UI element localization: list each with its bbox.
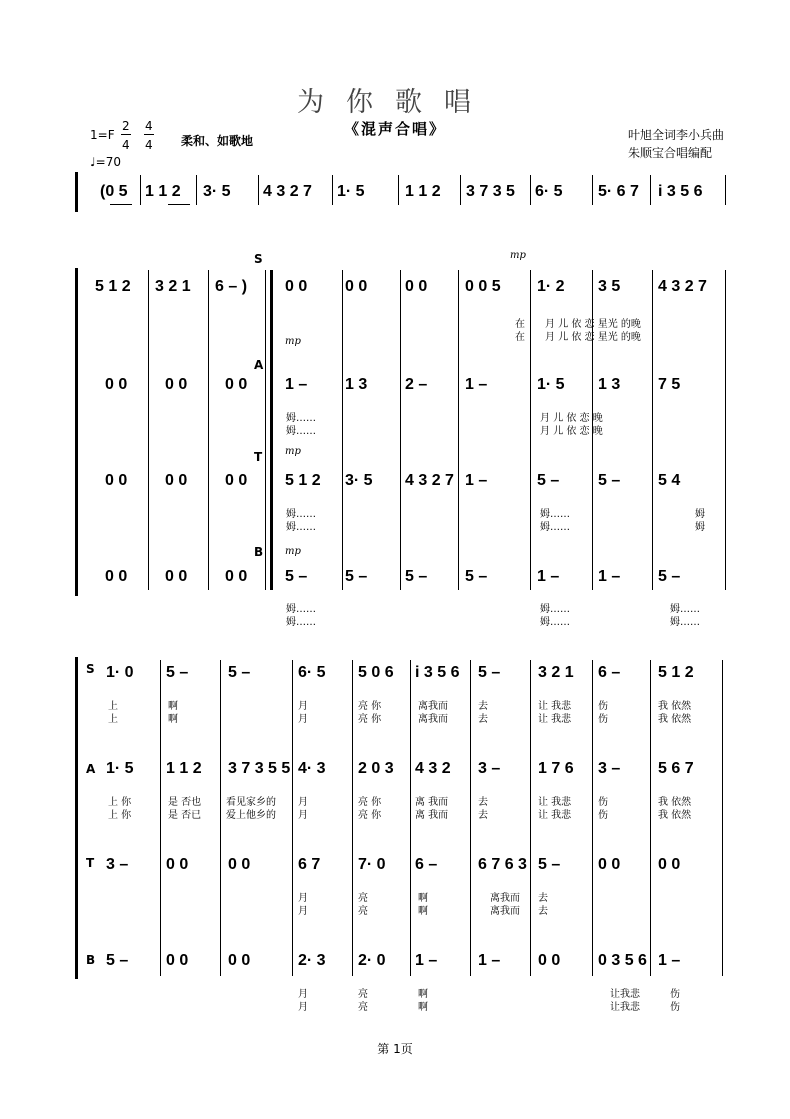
intro-note: i 3 5 6: [658, 183, 703, 200]
barline: [530, 175, 531, 205]
soprano-lyric: 去: [478, 701, 488, 712]
system2-brace: [75, 268, 78, 596]
soprano-note: 5 1 2: [658, 664, 694, 681]
bass-note: 5 –: [345, 568, 368, 585]
alto-lyric: 姆……: [286, 426, 316, 437]
tenor-note: 0 0: [658, 856, 681, 873]
bass-lyric: 亮: [358, 1002, 368, 1013]
alto-note: 1 7 6: [538, 760, 574, 777]
tenor-lyric: 姆: [695, 509, 705, 520]
soprano-note: 5 –: [228, 664, 251, 681]
bass-note: 1 –: [658, 952, 681, 969]
page-number: 第 1页: [377, 1042, 413, 1056]
barline: [342, 270, 343, 590]
soprano-lyric: 我 依然: [658, 701, 692, 712]
alto-note: 1 3: [598, 376, 621, 393]
barline: [258, 175, 259, 205]
barline: [652, 270, 653, 590]
voice-label-t: T: [254, 450, 263, 464]
bass-lyric: 让我悲: [610, 989, 640, 1000]
barline: [722, 660, 723, 976]
tenor-note: 7· 0: [358, 856, 386, 873]
barline: [265, 270, 266, 590]
intro-note: 1· 5: [337, 183, 365, 200]
tenor-note: 0 0: [228, 856, 251, 873]
voice-label-b: B: [86, 953, 96, 967]
bass-note: 0 0: [228, 952, 251, 969]
alto-lyric: 亮 你: [358, 810, 382, 821]
intro-note: 6· 5: [535, 183, 563, 200]
tenor-lyric: 姆……: [540, 509, 570, 520]
tenor-note: 6 7 6 3: [478, 856, 527, 873]
alto-note: 1 1 2: [166, 760, 202, 777]
alto-lyric: 是 否已: [168, 810, 202, 821]
time-sig-2-bottom: 4: [145, 138, 153, 152]
soprano-lyric: 亮 你: [358, 701, 382, 712]
alto-lyric: 去: [478, 810, 488, 821]
barline: [592, 175, 593, 205]
bass-note: 1 –: [478, 952, 501, 969]
alto-note: 2 –: [405, 376, 428, 393]
soprano-lyric: 月: [298, 714, 308, 725]
alto-note: 2 0 3: [358, 760, 394, 777]
soprano-lyric: 在: [515, 319, 525, 330]
intro-note: 1 1 2: [145, 183, 181, 200]
tenor-lyric: 姆……: [540, 522, 570, 533]
soprano-lyric: 月 儿 依 恋 星光 的晚: [545, 319, 641, 330]
alto-lyric: 我 依然: [658, 797, 692, 808]
soprano-lyric: 上: [108, 714, 118, 725]
tenor-lyric: 去: [538, 893, 548, 904]
soprano-lyric: 月 儿 依 恋 星光 的晚: [545, 332, 641, 343]
alto-lyric: 看见家乡的: [226, 797, 276, 808]
alto-lyric: 姆……: [286, 413, 316, 424]
alto-note: 3 –: [478, 760, 501, 777]
alto-note: 1· 5: [106, 760, 134, 777]
bass-lyric: 姆……: [286, 617, 316, 628]
voice-label-a: A: [254, 358, 264, 372]
intro-note: 1 1 2: [405, 183, 441, 200]
soprano-note: 5 –: [478, 664, 501, 681]
bass-lyric: 姆……: [540, 604, 570, 615]
piano-note: 5 1 2: [95, 278, 131, 295]
voice-label-a: A: [86, 762, 96, 776]
tenor-lyric: 离我而: [490, 893, 520, 904]
bass-note: 0 3 5 6: [598, 952, 647, 969]
bass-note: 2· 0: [358, 952, 386, 969]
soprano-lyric: 伤: [598, 714, 608, 725]
alto-note: 7 5: [658, 376, 681, 393]
alto-lyric: 去: [478, 797, 488, 808]
bass-note: 1 –: [415, 952, 438, 969]
soprano-note: 6· 5: [298, 664, 326, 681]
bass-note: 5 –: [658, 568, 681, 585]
bass-lyric: 亮: [358, 989, 368, 1000]
tenor-note: 6 –: [415, 856, 438, 873]
bass-rest: 0 0: [105, 568, 128, 585]
soprano-note: 5 0 6: [358, 664, 394, 681]
alto-note: 3 –: [598, 760, 621, 777]
alto-note: 1 –: [465, 376, 488, 393]
alto-rest: 0 0: [165, 376, 188, 393]
soprano-note: 1· 2: [537, 278, 565, 295]
bass-note: 1 –: [598, 568, 621, 585]
intro-note: (0 5: [100, 183, 128, 200]
time-sig-1-top: 2: [122, 119, 130, 133]
bass-lyric: 让我悲: [610, 1002, 640, 1013]
barline: [725, 175, 726, 205]
barline: [458, 270, 459, 590]
time-sig-2-top: 4: [145, 119, 153, 133]
soprano-note: i 3 5 6: [415, 664, 460, 681]
alto-note: 4 3 2: [415, 760, 451, 777]
tenor-lyric: 亮: [358, 906, 368, 917]
tenor-note: 5 –: [537, 472, 560, 489]
barline: [650, 660, 651, 976]
barline: [592, 660, 593, 976]
time-sig-1-line: [121, 134, 131, 135]
soprano-note: 6 –: [598, 664, 621, 681]
soprano-lyric: 在: [515, 332, 525, 343]
tenor-note: 5 1 2: [285, 472, 321, 489]
soprano-lyric: 让 我悲: [538, 701, 572, 712]
tenor-lyric: 月: [298, 906, 308, 917]
tenor-lyric: 姆……: [286, 509, 316, 520]
barline: [196, 175, 197, 205]
tenor-note: 6 7: [298, 856, 321, 873]
tenor-note: 0 0: [166, 856, 189, 873]
bass-lyric: 啊: [418, 989, 428, 1000]
page-subtitle: 《混声合唱》: [343, 120, 446, 138]
soprano-note: 3 2 1: [538, 664, 574, 681]
tempo-mark: ♩=70: [90, 155, 121, 169]
barline: [220, 660, 221, 976]
barline: [400, 270, 401, 590]
credit-lyricist-composer: 叶旭全词李小兵曲: [628, 128, 725, 142]
soprano-note: 5 –: [166, 664, 189, 681]
tenor-lyric: 月: [298, 893, 308, 904]
alto-note: 1 –: [285, 376, 308, 393]
barline: [208, 270, 209, 590]
barline: [530, 660, 531, 976]
tenor-lyric: 亮: [358, 893, 368, 904]
tenor-lyric: 离我而: [490, 906, 520, 917]
dynamic-mp: mp: [285, 546, 301, 557]
barline: [530, 270, 531, 590]
alto-lyric: 让 我悲: [538, 797, 572, 808]
soprano-lyric: 离我而: [418, 714, 448, 725]
soprano-lyric: 上: [108, 701, 118, 712]
soprano-lyric: 亮 你: [358, 714, 382, 725]
soprano-lyric: 去: [478, 714, 488, 725]
barline: [650, 175, 651, 205]
dynamic-mp: mp: [285, 446, 301, 457]
barline: [160, 660, 161, 976]
dynamic-mp: mp: [285, 336, 301, 347]
soprano-lyric: 离我而: [418, 701, 448, 712]
barline: [292, 660, 293, 976]
bass-note: 5 –: [465, 568, 488, 585]
tenor-lyric: 去: [538, 906, 548, 917]
voice-label-s: S: [86, 662, 95, 676]
bass-note: 1 –: [537, 568, 560, 585]
tenor-note: 3 –: [106, 856, 129, 873]
soprano-lyric: 月: [298, 701, 308, 712]
tenor-note: 4 3 2 7: [405, 472, 454, 489]
tenor-rest: 0 0: [165, 472, 188, 489]
intro-note: 5· 6 7: [598, 183, 639, 200]
bass-lyric: 姆……: [670, 604, 700, 615]
alto-lyric: 月 儿 依 恋 晚: [540, 426, 603, 437]
voice-label-b: B: [254, 545, 264, 559]
alto-lyric: 月: [298, 810, 308, 821]
soprano-note: 0 0: [285, 278, 308, 295]
alto-lyric: 亮 你: [358, 797, 382, 808]
intro-note: 4 3 2 7: [263, 183, 312, 200]
tenor-rest: 0 0: [225, 472, 248, 489]
alto-lyric: 上 你: [108, 797, 132, 808]
soprano-lyric: 啊: [168, 701, 178, 712]
barline: [410, 660, 411, 976]
alto-rest: 0 0: [105, 376, 128, 393]
soprano-lyric: 让 我悲: [538, 714, 572, 725]
tenor-note: 5 –: [598, 472, 621, 489]
tenor-note: 0 0: [598, 856, 621, 873]
system3-brace: [75, 657, 78, 979]
alto-lyric: 我 依然: [658, 810, 692, 821]
bass-lyric: 姆……: [670, 617, 700, 628]
barline: [460, 175, 461, 205]
alto-rest: 0 0: [225, 376, 248, 393]
soprano-lyric: 我 依然: [658, 714, 692, 725]
expression-mark: 柔和、如歌地: [181, 134, 254, 148]
barline: [398, 175, 399, 205]
alto-lyric: 上 你: [108, 810, 132, 821]
soprano-note: 0 0 5: [465, 278, 501, 295]
bass-note: 0 0: [538, 952, 561, 969]
soprano-note: 0 0: [405, 278, 428, 295]
bass-note: 2· 3: [298, 952, 326, 969]
underline: [110, 204, 132, 205]
soprano-lyric: 伤: [598, 701, 608, 712]
tenor-note: 1 –: [465, 472, 488, 489]
soprano-note: 3 5: [598, 278, 621, 295]
tenor-lyric: 啊: [418, 893, 428, 904]
bass-lyric: 月: [298, 1002, 308, 1013]
barline: [470, 660, 471, 976]
underline: [168, 204, 190, 205]
barline: [148, 270, 149, 590]
time-sig-1-bottom: 4: [122, 138, 130, 152]
barline: [140, 175, 141, 205]
bass-lyric: 月: [298, 989, 308, 1000]
soprano-lyric: 啊: [168, 714, 178, 725]
intro-note: 3· 5: [203, 183, 231, 200]
alto-lyric: 月 儿 依 恋 晚: [540, 413, 603, 424]
tenor-note: 5 –: [538, 856, 561, 873]
soprano-note: 1· 0: [106, 664, 134, 681]
barline: [352, 660, 353, 976]
barline: [332, 175, 333, 205]
tenor-lyric: 姆: [695, 522, 705, 533]
soprano-note: 0 0: [345, 278, 368, 295]
alto-lyric: 伤: [598, 810, 608, 821]
alto-note: 5 6 7: [658, 760, 694, 777]
tenor-rest: 0 0: [105, 472, 128, 489]
alto-lyric: 爱上他乡的: [226, 810, 276, 821]
bass-note: 5 –: [106, 952, 129, 969]
alto-note: 4· 3: [298, 760, 326, 777]
piano-note: 6 – ): [215, 278, 248, 295]
bass-lyric: 啊: [418, 1002, 428, 1013]
time-sig-2-line: [144, 134, 154, 135]
bass-note: 0 0: [166, 952, 189, 969]
bass-lyric: 姆……: [540, 617, 570, 628]
barline: [725, 270, 726, 590]
voice-label-s: S: [254, 252, 263, 266]
alto-note: 3 7 3 5 5: [228, 760, 291, 777]
system1-brace: [75, 172, 78, 212]
tenor-lyric: 啊: [418, 906, 428, 917]
intro-note: 3 7 3 5: [466, 183, 515, 200]
alto-lyric: 伤: [598, 797, 608, 808]
soprano-note: 4 3 2 7: [658, 278, 707, 295]
double-barline: [270, 270, 273, 590]
credit-arranger: 朱顺宝合唱编配: [628, 146, 713, 160]
alto-lyric: 月: [298, 797, 308, 808]
page-title: 为你歌唱: [297, 87, 493, 118]
dynamic-mp: mp: [510, 250, 526, 261]
bass-note: 5 –: [285, 568, 308, 585]
alto-lyric: 离 我而: [415, 797, 449, 808]
bass-note: 5 –: [405, 568, 428, 585]
alto-note: 1 3: [345, 376, 368, 393]
bass-rest: 0 0: [225, 568, 248, 585]
alto-lyric: 让 我悲: [538, 810, 572, 821]
voice-label-t: T: [86, 856, 95, 870]
bass-lyric: 伤: [670, 1002, 680, 1013]
bass-lyric: 姆……: [286, 604, 316, 615]
alto-lyric: 是 否也: [168, 797, 202, 808]
tenor-lyric: 姆……: [286, 522, 316, 533]
piano-note: 3 2 1: [155, 278, 191, 295]
alto-note: 1· 5: [537, 376, 565, 393]
bass-rest: 0 0: [165, 568, 188, 585]
alto-lyric: 离 我而: [415, 810, 449, 821]
key-signature: 1=F: [90, 128, 115, 142]
bass-lyric: 伤: [670, 989, 680, 1000]
tenor-note: 3· 5: [345, 472, 373, 489]
tenor-note: 5 4: [658, 472, 681, 489]
